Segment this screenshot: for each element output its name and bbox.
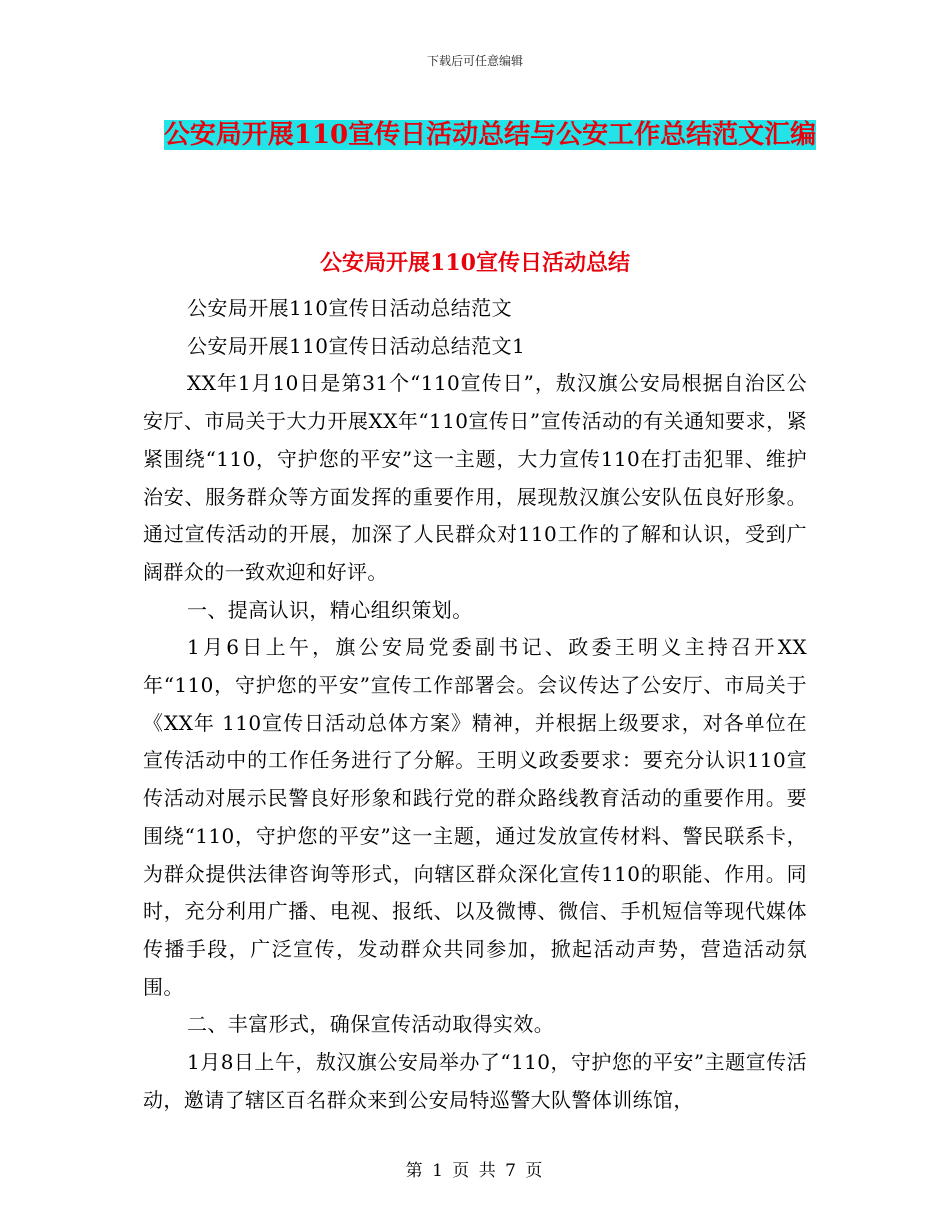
paragraph: 二、丰富形式，确保宣传活动取得实效。 [187,1012,555,1037]
paragraph: 公安局开展110宣传日活动总结范文1 [187,333,526,358]
document-title-text: 公安局开展110宣传日活动总结与公安工作总结范文汇编 [163,120,817,150]
page-indicator: 第 1 页 共 7 页 [405,1161,545,1181]
paragraph: 公安局开展110宣传日活动总结范文 [187,296,512,320]
document-title [140,112,840,158]
section-title: 公安局开展110宣传日活动总结 [320,250,630,276]
body-text [143,290,807,1119]
paragraph: 一、提高认识，精心组织策划。 [187,597,473,622]
header-note: 下载后可任意编辑 [426,54,523,68]
paragraph: 1月6日上午，旗公安局党委副书记、政委王明义主持召开XX年“110，守护您的平安”宣传工作部署会。会议传达了公安厅、市局关于《XX年 110宣传日活动总体方案》精神，并根据上级要求，对各单位在宣传活动中的工作任务进行了分解。王明义政委要求：要充分认识110宣传活动对展示民警良好形象和践行党的群众路线教育活动的重要作用。要围绕“110，守护您的平安”这一主题，通过发放宣传材料、警民联系卡，为群众提供法律咨询等形式，向辖区群众深化宣传110的职能、作用。同时，充分利用广播、电视、报纸、以及微博、微信、手机短信等现代媒体传播手段，广泛宣传，发动群众共同参加，掀起活动声势，营造活动氛围。 [143,635,807,999]
paragraph: XX年1月10日是第31个“110宣传日”，敖汉旗公安局根据自治区公安厅、市局关于大力开展XX年“110宣传日”宣传活动的有关通知要求，紧紧围绕“110，守护您的平安”这一主题，大力宣传110在打击犯罪、维护治安、服务群众等方面发挥的重要作用，展现敖汉旗公安队伍良好形象。通过宣传活动的开展，加深了人民群众对110工作的了解和认识，受到广阔群众的一致欢迎和好评。 [143,371,807,584]
paragraph: 1月8日上午，敖汉旗公安局举办了“110，守护您的平安”主题宣传活动，邀请了辖区百名群众来到公安局特巡警大队警体训练馆， [143,1050,807,1112]
